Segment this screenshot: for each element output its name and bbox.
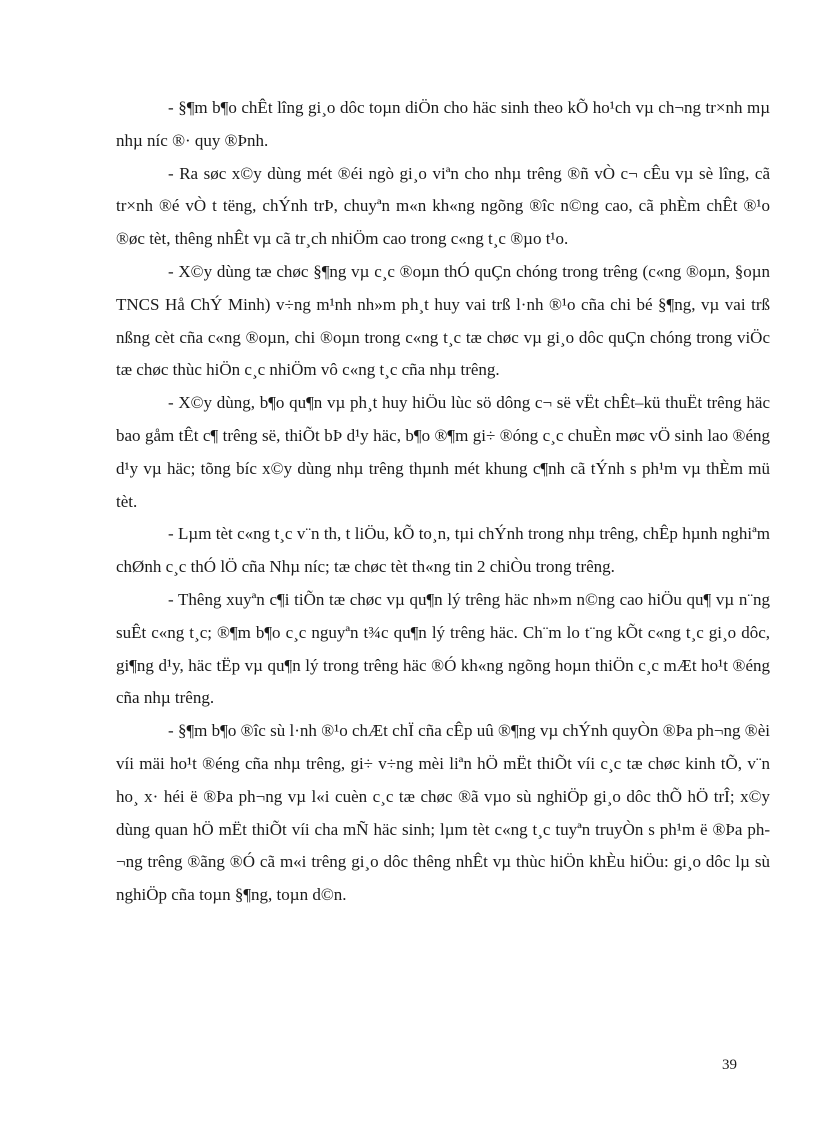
paragraph-5: - Lµm tèt c«ng t¸c v¨n th, t liÖu, kÕ to¸n, tµi chÝnh trong nhµ trêng, chÊp hµnh nghiªm chØnh c¸c thÓ lÖ cña Nhµ níc; tæ chøc tèt th«ng tin 2 chiÒu trong trêng. <box>116 524 770 577</box>
paragraph-4: - X©y dùng, b¶o qu¶n vµ ph¸t huy hiÖu lùc sö dông c¬ së vËt chÊt–kü thuËt trêng häc bao gåm tÊt c¶ trêng së, thiÕt bÞ d¹y häc, b¶o ®¶m gi÷ ®óng c¸c chuÈn møc vÖ sinh lao ®éng d¹y vµ häc; tõng bíc x©y dùng nhµ trêng thµnh mét khung c¶nh cã tÝnh s ph¹m vµ thÈm mü tèt. <box>116 393 770 511</box>
paragraph-1: - §¶m b¶o chÊt lîng gi¸o dôc toµn diÖn cho häc sinh theo kÕ ho¹ch vµ ch¬ng tr×nh mµ nhµ níc ®· quy ®Þnh. <box>116 98 770 150</box>
paragraph-6: - Thêng xuyªn c¶i tiÕn tæ chøc vµ qu¶n lý trêng häc nh»m n©ng cao hiÖu qu¶ vµ n¨ng suÊt c«ng t¸c; ®¶m b¶o c¸c nguyªn t¾c qu¶n lý trêng häc. Ch¨m lo t¨ng kÕt c«ng t¸c gi¸o dôc, gi¶ng d¹y, häc tËp vµ qu¶n lý trong trêng häc ®Ó kh«ng ngõng hoµn thiÖn c¸c mÆt ho¹t ®éng cña nhµ trêng. <box>116 589 770 708</box>
page-number: 39 <box>722 1057 737 1073</box>
paragraph-2: - Ra søc x©y dùng mét ®éi ngò gi¸o viªn cho nhµ trêng ®ñ vÒ c¬ cÊu vµ sè lîng, cã tr×nh ®é vÒ t tëng, chÝnh trÞ, chuyªn m«n kh«ng ngõng ®îc n©ng cao, cã phÈm chÊt ®¹o ®øc tèt, thêng nhÊt vµ cã tr¸ch nhiÖm cao trong c«ng t¸c ®µo t¹o. <box>116 163 770 249</box>
document-body <box>116 92 770 912</box>
paragraph-3: - X©y dùng tæ chøc §¶ng vµ c¸c ®oµn thÓ quÇn chóng trong trêng (c«ng ®oµn, §oµn TNCS Hå ChÝ Minh) v÷ng m¹nh nh»m ph¸t huy vai trß l·nh ®¹o cña chi bé §¶ng, vµ vai trß nßng cèt cña c«ng ®oµn, chi ®oµn trong c«ng t¸c tæ chøc vµ gi¸o dôc quÇn chóng trong viÖc tæ chøc thùc hiÖn c¸c nhiÖm vô c«ng t¸c cña nhµ trêng. <box>116 261 770 380</box>
paragraph-7: - §¶m b¶o ®îc sù l·nh ®¹o chÆt chÏ cña cÊp uû ®¶ng vµ chÝnh quyÒn ®Þa ph¬ng ®èi víi mäi ho¹t ®éng cña nhµ trêng, gi÷ v÷ng mèi liªn hÖ mËt thiÕt víi c¸c tæ chøc kinh tÕ, v¨n ho¸ x· héi ë ®Þa ph¬ng vµ l«i cuèn c¸c tæ chøc ®ã vµo sù nghiÖp gi¸o dôc thÕ hÖ trÎ; x©y dùng quan hÖ mËt thiÕt víi cha mÑ häc sinh; lµm tèt c«ng t¸c tuyªn truyÒn s ph¹m ë ®Þa ph¬ng trêng ®ãng ®Ó cã m«i trêng gi¸o dôc thêng nhÊt vµ thùc hiÖn khÈu hiÖu: gi¸o dôc lµ sù nghiÖp cña toµn §¶ng, toµn d©n. <box>116 721 770 905</box>
